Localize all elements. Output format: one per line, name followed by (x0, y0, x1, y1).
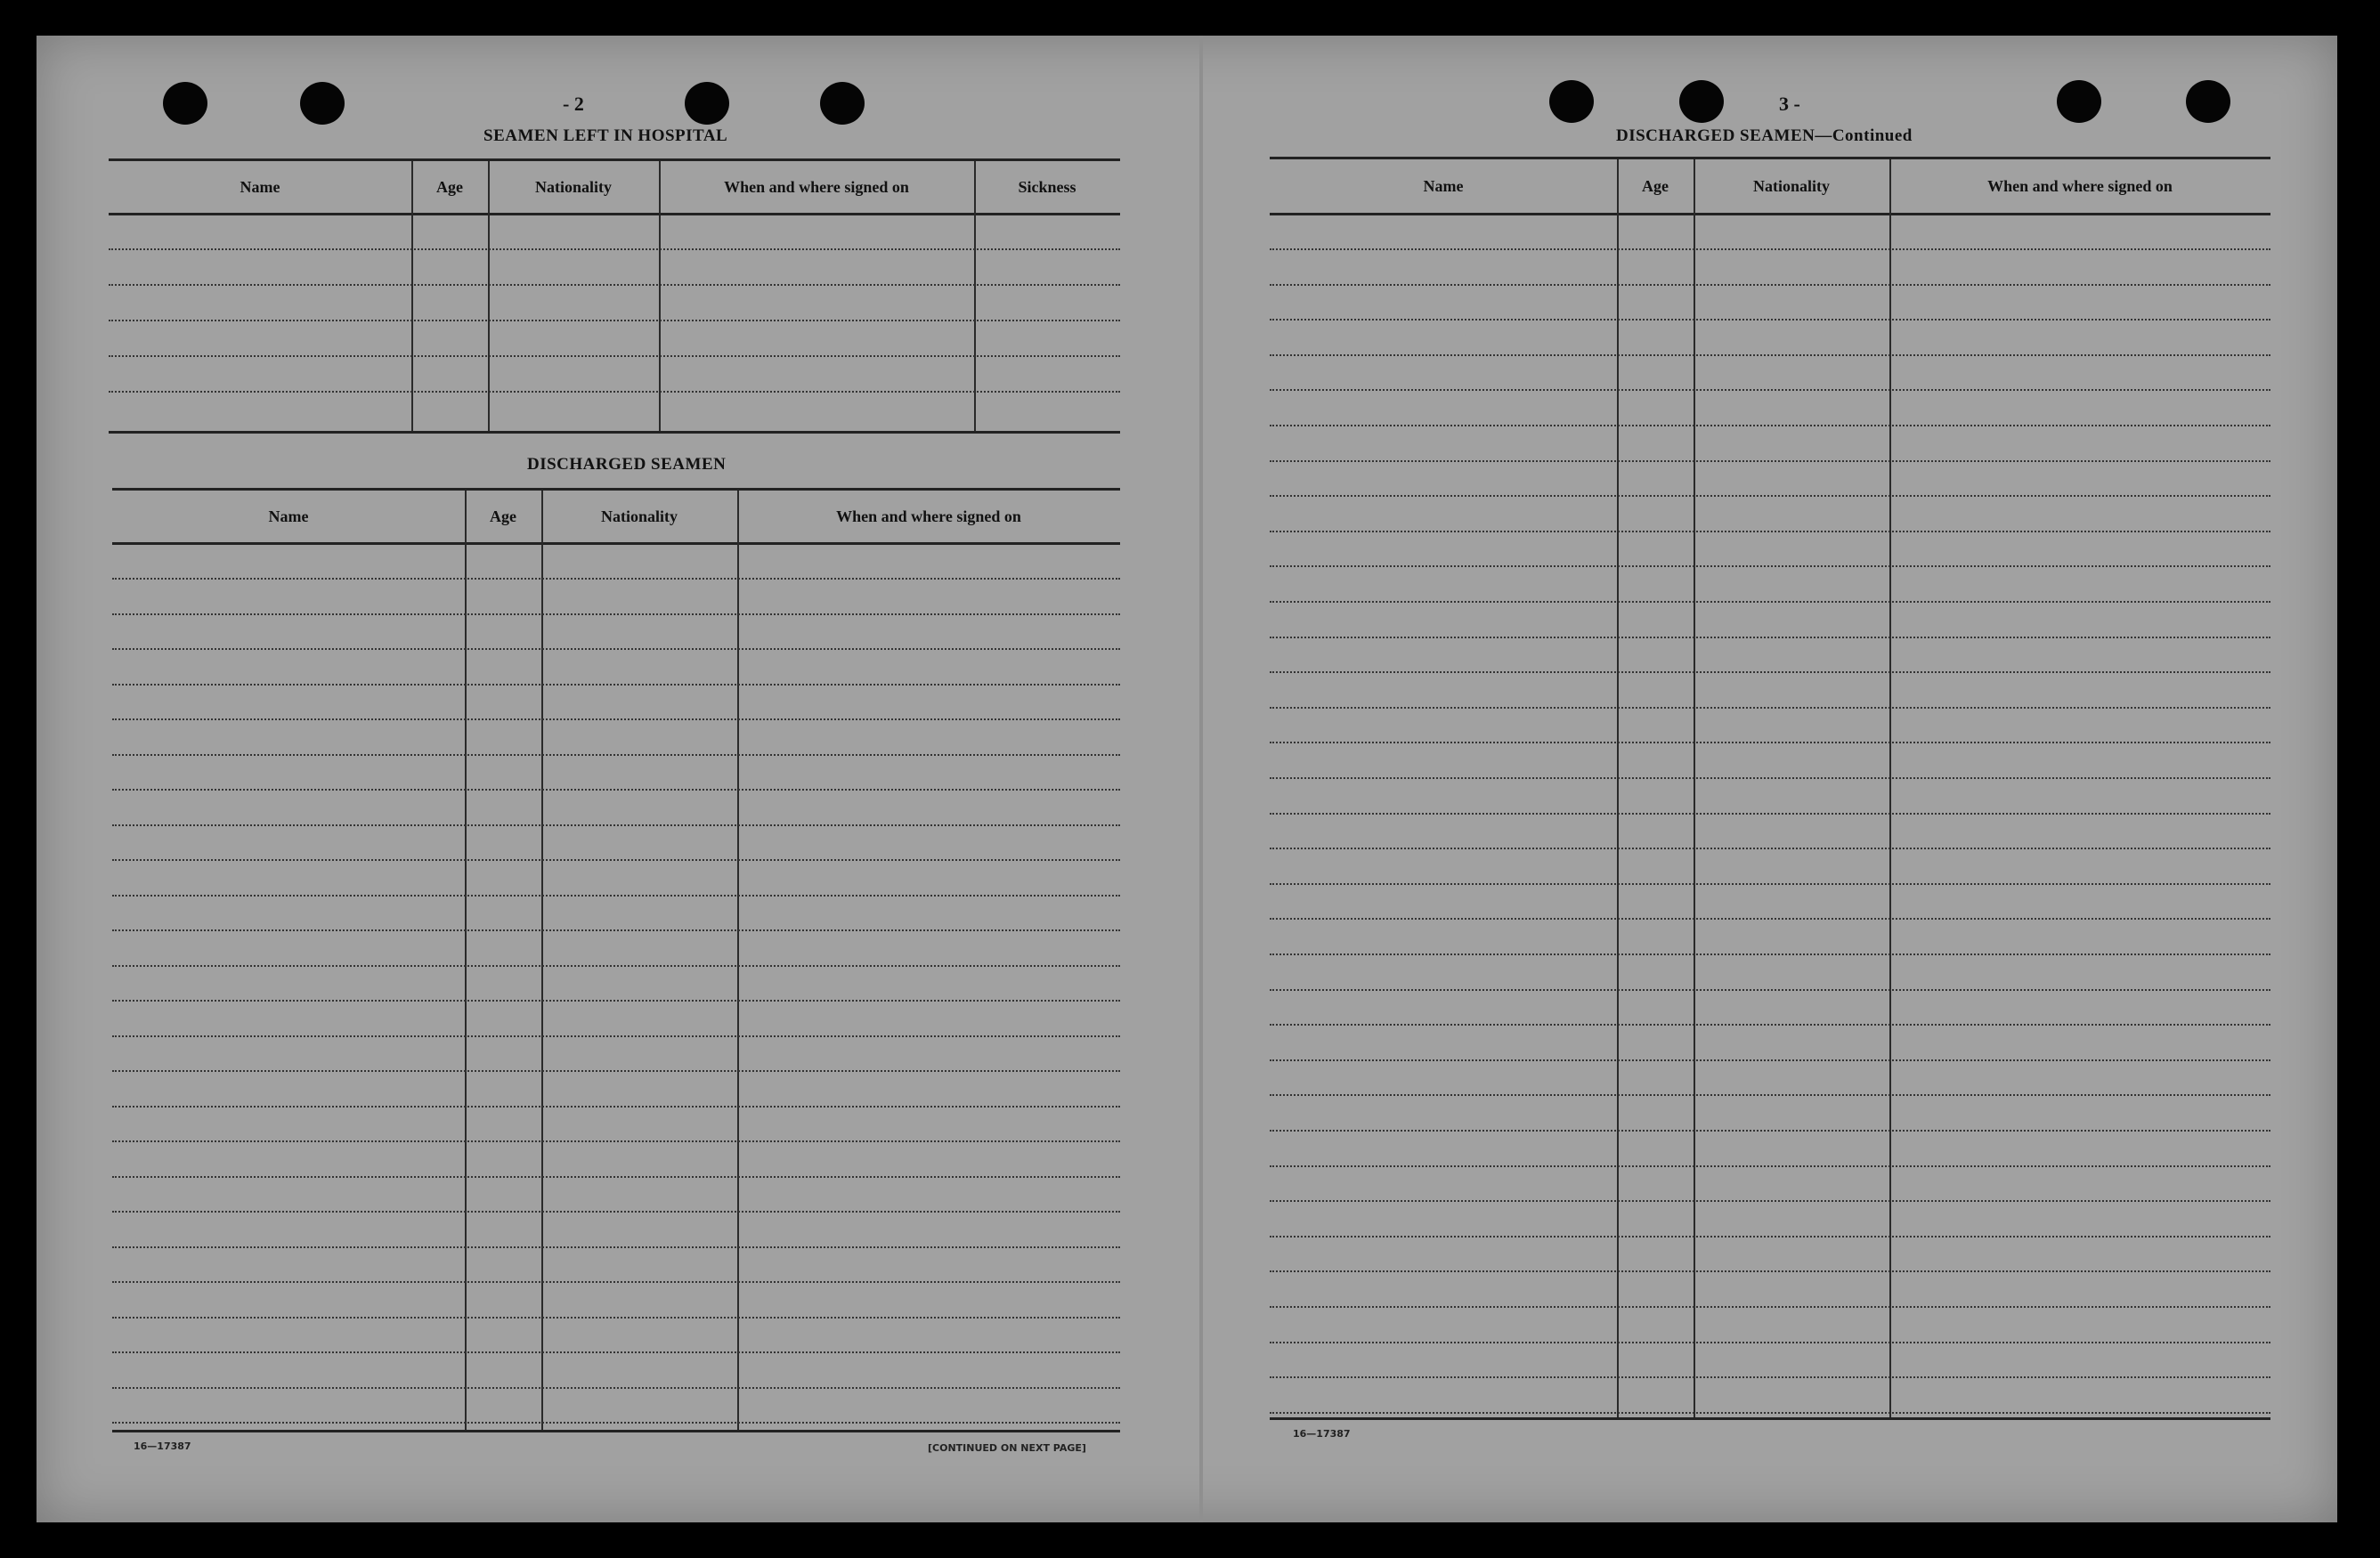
table-row (1270, 1094, 2270, 1096)
punch-hole-icon (685, 82, 729, 125)
table-row (112, 1211, 1120, 1213)
punch-hole-icon (2186, 80, 2230, 123)
column-divider (737, 491, 739, 1431)
table-row (109, 284, 1120, 286)
table-row (112, 1387, 1120, 1389)
discharged-table-left-header (112, 491, 1120, 545)
table-row (1270, 565, 2270, 567)
table-row (1270, 1376, 2270, 1378)
page-number-right: 3 - (1779, 93, 1800, 115)
table-row (109, 391, 1120, 393)
discharged-continued-title: DISCHARGED SEAMEN—Continued (1616, 126, 1913, 145)
discharged-col-nationality: Nationality (600, 507, 678, 525)
discharged-cont-col-signed-on: When and where signed on (1987, 176, 2173, 195)
table-row (1270, 989, 2270, 991)
table-row (1270, 1306, 2270, 1308)
table-row (1270, 389, 2270, 391)
table-row (1270, 495, 2270, 497)
table-row (1270, 319, 2270, 321)
table-row (1270, 637, 2270, 638)
table-row (112, 1351, 1120, 1353)
table-row (112, 965, 1120, 967)
discharged-col-signed-on: When and where signed on (836, 507, 1021, 525)
table-row (112, 895, 1120, 897)
table-row (112, 929, 1120, 931)
table-row (1270, 531, 2270, 532)
table-row (112, 684, 1120, 686)
table-row (1270, 813, 2270, 815)
table-row (109, 355, 1120, 357)
table-row (112, 578, 1120, 580)
discharged-table-right (1270, 157, 2270, 1418)
table-row (1270, 848, 2270, 849)
table-row (109, 248, 1120, 250)
table-row (1270, 354, 2270, 356)
page-fold (1199, 36, 1203, 1522)
continued-note: [CONTINUED ON NEXT PAGE] (928, 1442, 1086, 1454)
table-row (1270, 883, 2270, 885)
table-row (112, 824, 1120, 826)
table-row (112, 1176, 1120, 1178)
punch-hole-icon (2057, 80, 2101, 123)
form-number-right: 16—17387 (1293, 1428, 1351, 1440)
table-row (112, 613, 1120, 615)
page-number-left: - 2 (563, 93, 584, 115)
table-row (1270, 425, 2270, 426)
table-row (112, 1070, 1120, 1072)
column-divider (465, 491, 467, 1431)
table-row (112, 1246, 1120, 1248)
table-row (1270, 918, 2270, 920)
column-divider (1889, 159, 1891, 1418)
table-row (112, 648, 1120, 650)
table-row (1270, 1024, 2270, 1026)
table-row (1270, 460, 2270, 462)
table-row (1270, 1200, 2270, 1202)
table-row (1270, 777, 2270, 779)
table-row (1270, 707, 2270, 709)
table-row (1270, 1270, 2270, 1272)
discharged-col-name: Name (268, 507, 309, 525)
hospital-col-name: Name (240, 177, 280, 196)
discharged-cont-col-name: Name (1423, 176, 1464, 195)
discharged-col-age: Age (490, 507, 516, 525)
table-row (112, 718, 1120, 720)
discharged-section-title: DISCHARGED SEAMEN (527, 455, 727, 474)
hospital-table-header (109, 161, 1120, 215)
table-row (1270, 1342, 2270, 1343)
punch-hole-icon (163, 82, 207, 125)
table-row (1270, 248, 2270, 250)
hospital-col-age: Age (436, 177, 463, 196)
hospital-table-bottom-rule (109, 431, 1120, 434)
discharged-table-left (112, 488, 1120, 1431)
punch-hole-icon (1549, 80, 1594, 123)
table-row (112, 1000, 1120, 1002)
discharged-cont-col-nationality: Nationality (1752, 176, 1830, 195)
punch-hole-icon (820, 82, 865, 125)
discharged-table-left-bottom-rule (112, 1430, 1120, 1432)
discharged-cont-col-age: Age (1642, 176, 1669, 195)
table-row (1270, 1412, 2270, 1414)
table-row (112, 789, 1120, 791)
hospital-col-sickness: Sickness (1018, 177, 1076, 196)
table-row (1270, 1059, 2270, 1061)
punch-hole-icon (1679, 80, 1724, 123)
table-row (112, 754, 1120, 756)
hospital-section-title: SEAMEN LEFT IN HOSPITAL (483, 126, 728, 145)
discharged-table-right-header (1270, 159, 2270, 215)
hospital-col-signed-on: When and where signed on (724, 177, 909, 196)
column-divider (1694, 159, 1695, 1418)
table-row (109, 320, 1120, 321)
hospital-table (109, 158, 1120, 432)
form-number-left: 16—17387 (134, 1440, 191, 1452)
table-row (1270, 1165, 2270, 1167)
table-row (1270, 1236, 2270, 1237)
column-divider (541, 491, 543, 1431)
hospital-col-nationality: Nationality (534, 177, 612, 196)
table-row (112, 1281, 1120, 1283)
table-row (112, 1317, 1120, 1319)
table-row (112, 1106, 1120, 1108)
table-row (112, 859, 1120, 861)
table-row (112, 1035, 1120, 1037)
table-row (1270, 601, 2270, 603)
table-row (1270, 953, 2270, 955)
table-row (112, 1422, 1120, 1424)
table-row (1270, 742, 2270, 743)
column-divider (1617, 159, 1619, 1418)
discharged-table-right-bottom-rule (1270, 1417, 2270, 1420)
table-row (112, 1140, 1120, 1142)
table-row (1270, 284, 2270, 286)
punch-hole-icon (300, 82, 345, 125)
table-row (1270, 1130, 2270, 1132)
table-row (1270, 671, 2270, 673)
